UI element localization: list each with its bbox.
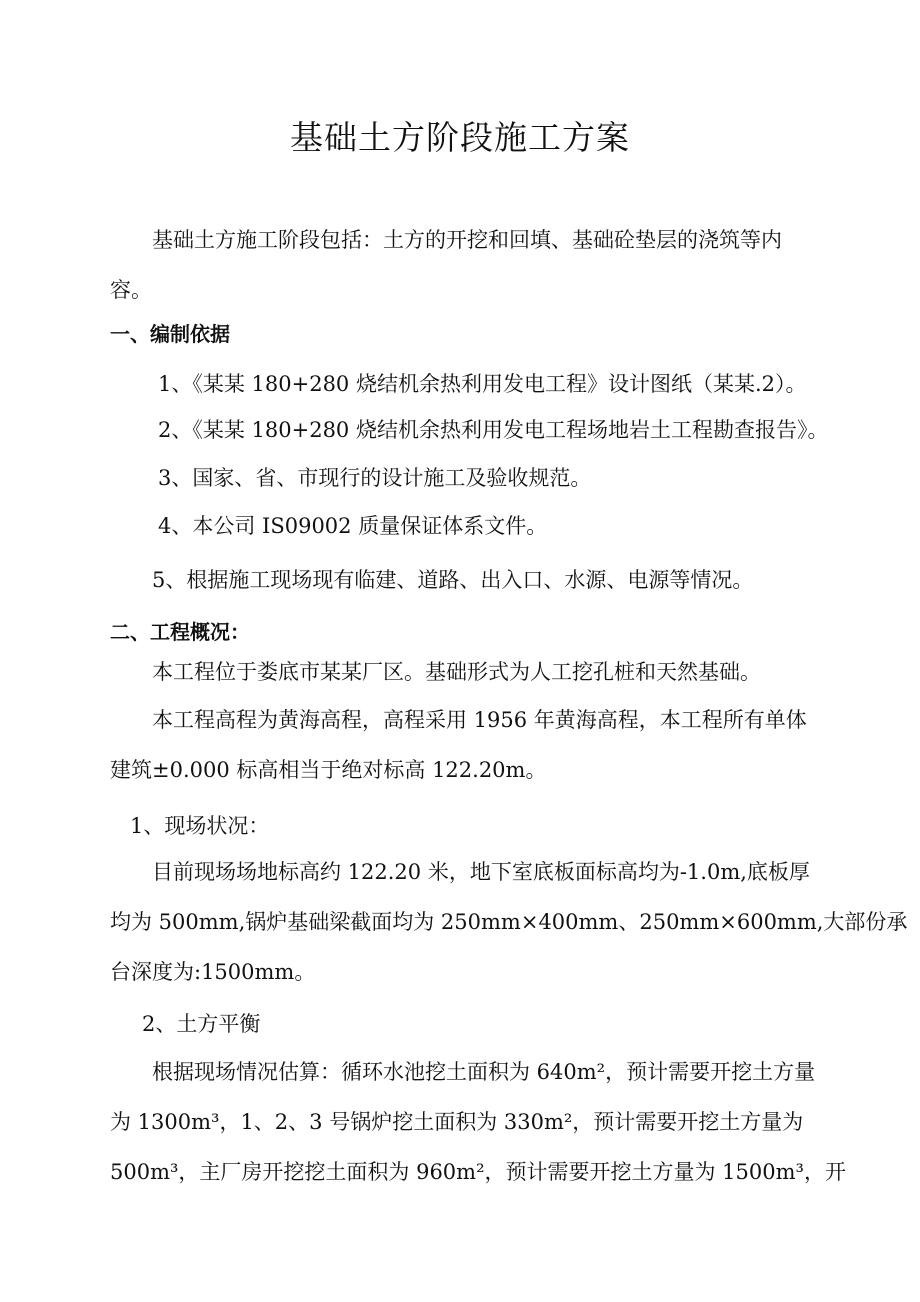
site-status-line-3: 台深度为:1500mm。 — [110, 960, 316, 984]
intro-line-2: 容。 — [110, 278, 152, 302]
site-status-line-1: 目前现场场地标高约 122.20 米，地下室底板面标高均为-1.0m,底板厚 — [152, 860, 810, 884]
basis-item-5: 5、根据施工现场现有临建、道路、出入口、水源、电源等情况。 — [152, 568, 754, 592]
earthwork-balance-line-2: 为 1300m³，1、2、3 号锅炉挖土面积为 330m²，预计需要开挖土方量为 — [110, 1110, 804, 1134]
overview-paragraph-2-line-2: 建筑±0.000 标高相当于绝对标高 122.20m。 — [110, 758, 547, 782]
site-status-line-2: 均为 500mm,锅炉基础梁截面均为 250mm×400mm、250mm×600mm,大部份承 — [110, 910, 908, 934]
subsection-heading-site-status: 1、现场状况： — [130, 814, 270, 838]
overview-paragraph-1: 本工程位于娄底市某某厂区。基础形式为人工挖孔桩和天然基础。 — [152, 660, 761, 684]
section-heading-basis: 一、编制依据 — [110, 322, 230, 346]
subsection-heading-earthwork-balance: 2、土方平衡 — [142, 1012, 261, 1036]
intro-line-1: 基础土方施工阶段包括：土方的开挖和回填、基础砼垫层的浇筑等内 — [152, 228, 782, 252]
overview-paragraph-2-line-1: 本工程高程为黄海高程，高程采用 1956 年黄海高程，本工程所有单体 — [152, 708, 807, 732]
earthwork-balance-line-1: 根据现场情况估算：循环水池挖土面积为 640m²，预计需要开挖土方量 — [152, 1060, 816, 1084]
section-heading-overview: 二、工程概况： — [110, 620, 250, 644]
basis-item-2: 2、《某某 180+280 烧结机余热利用发电工程场地岩土工程勘查报告》。 — [158, 418, 829, 442]
earthwork-balance-line-3: 500m³，主厂房开挖挖土面积为 960m²，预计需要开挖土方量为 1500m³，开 — [110, 1160, 846, 1184]
document-title: 基础土方阶段施工方案 — [290, 118, 630, 157]
basis-item-1: 1、《某某 180+280 烧结机余热利用发电工程》设计图纸（某某.2）。 — [158, 372, 807, 396]
basis-item-4: 4、本公司 IS09002 质量保证体系文件。 — [158, 514, 548, 538]
basis-item-3: 3、国家、省、市现行的设计施工及验收规范。 — [158, 466, 592, 490]
